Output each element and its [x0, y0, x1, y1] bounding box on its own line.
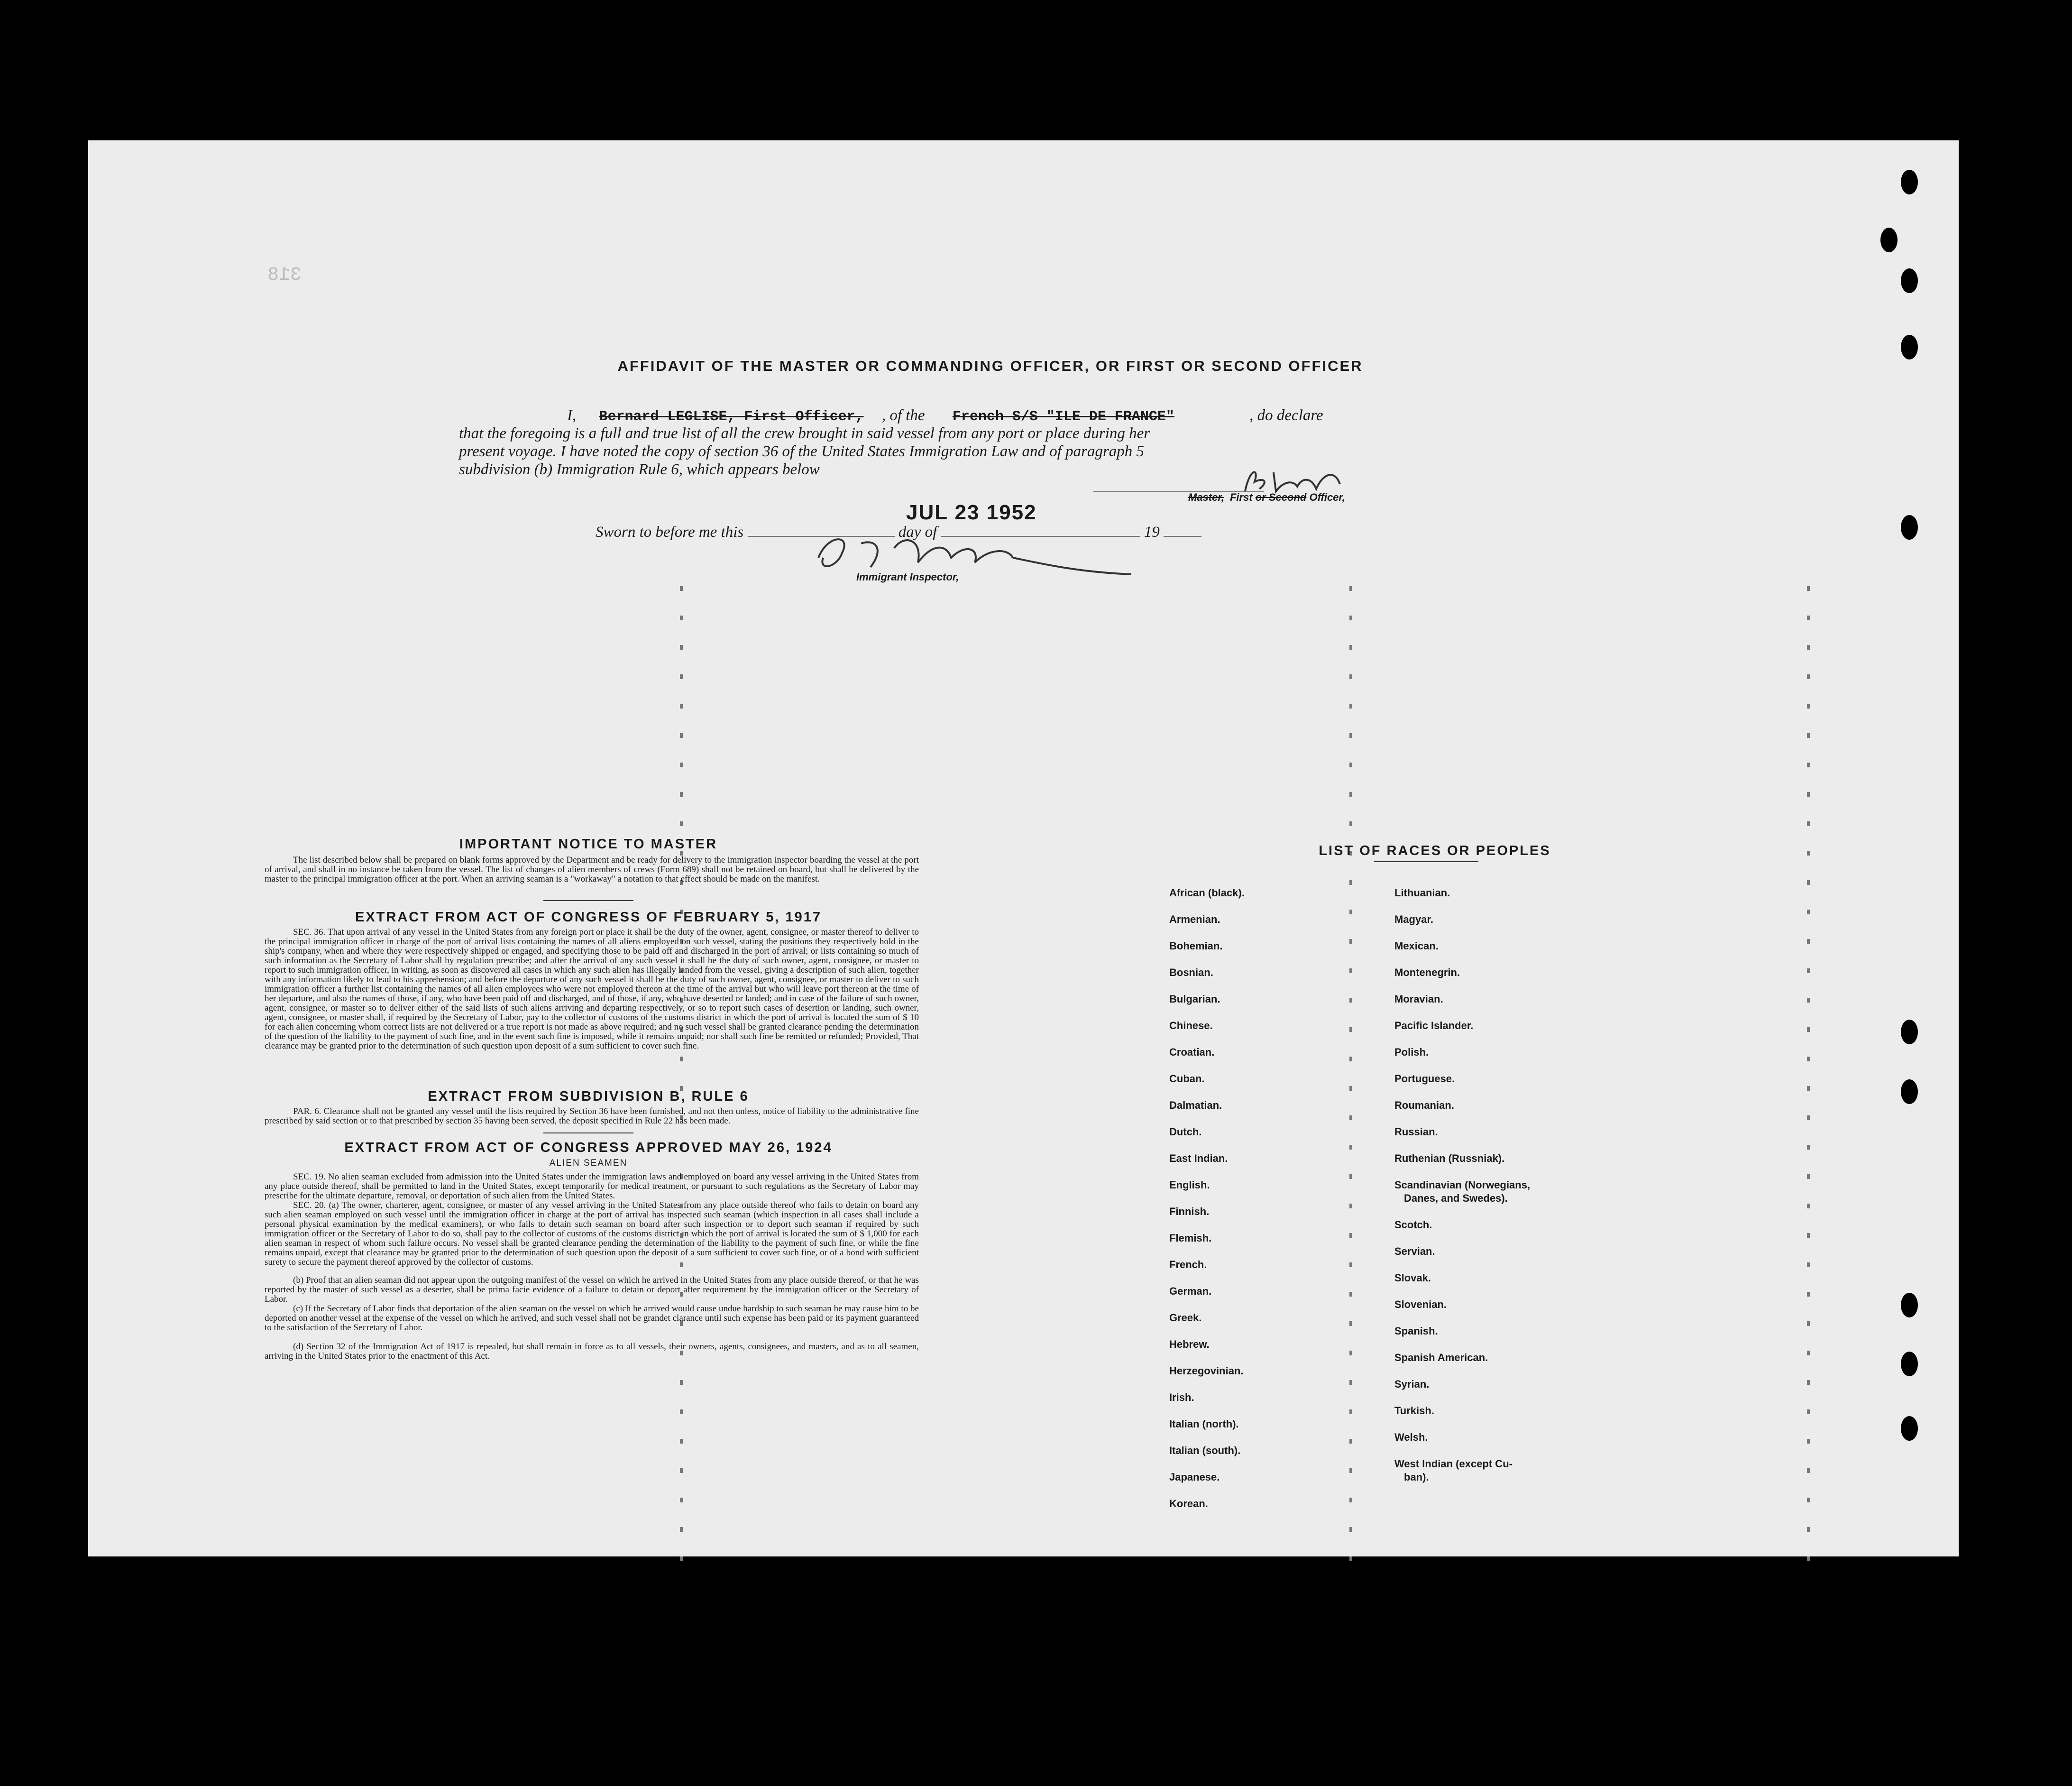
- sworn-label: Sworn to before me this: [596, 524, 744, 541]
- race-left: French.: [1169, 1259, 1207, 1270]
- of-the-label: , of the: [881, 407, 925, 424]
- race-left: English.: [1169, 1179, 1210, 1191]
- races-title: LIST OF RACES OR PEOPLES: [1319, 843, 1551, 858]
- race-right: Pacific Islander.: [1394, 1020, 1474, 1031]
- binder-hole: [1901, 1416, 1918, 1441]
- binder-hole: [1901, 1079, 1918, 1104]
- race-right: Scandinavian (Norwegians,: [1394, 1179, 1531, 1191]
- extract-1924-sec20c: (c) If the Secretary of Labor finds that deportation of the alien seaman on the vessel on which he arrived would cause undue hardship to such seaman he may cause him to be deported on another vessel at the expense of the vessel on which he arrived, and such vessel shall not be grandet clarance until such expense has been paid or its payment guaranteed to the satisfaction of the Secretary of Labor.: [265, 1304, 919, 1333]
- extract-1924-sec20d: (d) Section 32 of the Immigration Act of 1917 is repealed, but shall remain in force as to all vessels, their owners, agents, consignees, and masters, and as to all seamen, arriving in the United States prior to the enactment of this Act.: [265, 1342, 919, 1361]
- race-right: Lithuanian.: [1394, 887, 1450, 899]
- race-right: Ruthenian (Russniak).: [1394, 1152, 1505, 1164]
- race-right: Montenegrin.: [1394, 967, 1460, 978]
- officer-name: Bernard LEGLISE, First Officer,: [599, 409, 864, 425]
- race-left: Greek.: [1169, 1312, 1202, 1324]
- race-left: Dalmatian.: [1169, 1099, 1222, 1111]
- divider-races: [1374, 861, 1478, 862]
- race-right: Russian.: [1394, 1126, 1438, 1138]
- vessel-name: French S/S "ILE DE FRANCE": [952, 409, 1174, 425]
- race-right: Slovenian.: [1394, 1298, 1447, 1310]
- race-left: East Indian.: [1169, 1152, 1228, 1164]
- race-left: Croatian.: [1169, 1046, 1215, 1058]
- officer-signature: [1240, 463, 1373, 501]
- race-left: German.: [1169, 1285, 1212, 1297]
- race-left: Flemish.: [1169, 1232, 1212, 1244]
- race-left: Bohemian.: [1169, 940, 1223, 952]
- divider-2: [543, 1132, 633, 1133]
- extract-1917-title: EXTRACT FROM ACT OF CONGRESS OF FEBRUARY 5, 1917: [355, 910, 822, 925]
- race-left: Italian (south).: [1169, 1445, 1241, 1456]
- race-right: West Indian (except Cu-: [1394, 1458, 1513, 1470]
- subdivision-title: EXTRACT FROM SUBDIVISION B, RULE 6: [428, 1089, 749, 1104]
- extract-1924-subtitle: ALIEN SEAMEN: [549, 1158, 628, 1168]
- race-left: Armenian.: [1169, 913, 1220, 925]
- race-right: Polish.: [1394, 1046, 1429, 1058]
- race-left: Japanese.: [1169, 1471, 1220, 1483]
- race-left: Hebrew.: [1169, 1338, 1210, 1350]
- extract-1924-title: EXTRACT FROM ACT OF CONGRESS APPROVED MAY 26, 1924: [344, 1140, 833, 1155]
- race-left: Bosnian.: [1169, 967, 1213, 978]
- binder-hole: [1901, 335, 1918, 359]
- day-of-label: day of: [898, 524, 937, 541]
- year-prefix: 19: [1144, 524, 1160, 541]
- extract-1924-sec19: SEC. 19. No alien seaman excluded from admission into the United States under the immigration laws and employed on board any vessel arriving in the United States from any place outside thereof, shall be permitted to land in the United States, except temporarily for medical treatment, or pursuant to such regulations as the Secretary of Labor may prescribe for the ultimate departure, removal, or deportation of such alien from the United States.: [265, 1172, 919, 1201]
- first-label: First: [1229, 491, 1253, 503]
- master-label: Master,: [1188, 491, 1224, 503]
- race-right: Spanish.: [1394, 1325, 1438, 1337]
- binder-hole: [1880, 228, 1898, 252]
- race-right: Scotch.: [1394, 1219, 1432, 1231]
- race-left: Finnish.: [1169, 1206, 1210, 1217]
- race-right: Mexican.: [1394, 940, 1439, 952]
- race-left: Bulgarian.: [1169, 993, 1220, 1005]
- extract-1924-sec20b: (b) Proof that an alien seaman did not appear upon the outgoing manifest of the vessel on which he arrived in the United States from any place outside thereof, or that he was reported by the master of such vessel as a deserter, shall be prima facie evidence of a failure to detain or deport after requirement by the immigration officer or the Secretary of Labor.: [265, 1275, 919, 1304]
- race-right: Roumanian.: [1394, 1099, 1454, 1111]
- race-left: Chinese.: [1169, 1020, 1213, 1031]
- race-right: Spanish American.: [1394, 1352, 1488, 1363]
- ditto-column-2: [1349, 586, 1354, 1586]
- do-declare-label: , do declare: [1249, 407, 1323, 424]
- affidavit-line-1: [567, 407, 1323, 425]
- date-stamp: JUL 23 1952: [906, 501, 1037, 524]
- inspector-label: Immigrant Inspector,: [856, 571, 959, 583]
- race-left: African (black).: [1169, 887, 1245, 899]
- second-label-struck: or Second: [1255, 491, 1307, 503]
- binder-hole: [1901, 1352, 1918, 1376]
- race-left: Dutch.: [1169, 1126, 1202, 1138]
- ditto-column-3: [1807, 586, 1812, 1586]
- race-right: Moravian.: [1394, 993, 1443, 1005]
- notice-text: The list described below shall be prepared on blank forms approved by the Department and be ready for delivery to the immigration inspector boarding the vessel at the port of arrival, and shall in no instance be taken from the vessel. The list of changes of alien members of crews (Form 689) shall not be retained on board, but shall be delivered by the master to the principal immigration officer at the port. When an arriving seaman is a "workaway" a notation to that effect should be made on the manifest.: [265, 855, 919, 884]
- binder-hole: [1901, 268, 1918, 293]
- extract-1924-sec20a: SEC. 20. (a) The owner, charterer, agent, consignee, or master of any vessel arriving in the United States from any place outside thereof who fails to detain on board any such alien seaman employed on such vessel until the immigration officer in charge at the port of arrival has inspected such seaman (which inspection in all cases shall include a personal physical examination by the medical examiners), or who fails to detain such seaman on board after such inspection or to deport such seaman if required by such immigration officer or the Secretary of Labor to do so, shall pay to the collector of customs of the customs district in which the port of arrival is located the sum of $ 1,000 for each alien seaman in respect of whom such failure occurs. No vessel shall be granted clearance pending the determination of the liability to the payment of such fine, or while the fine remains unpaid, except that clearance may be granted prior to the determination of such question upon the deposit of a sum sufficient to cover such fine, or of a bond with sufficient surety to secure the payment thereof approved by the collector of customs.: [265, 1200, 919, 1267]
- race-right: ban).: [1404, 1471, 1429, 1483]
- race-right: Servian.: [1394, 1245, 1435, 1257]
- document-page: [88, 140, 1959, 1556]
- extract-1917-text: SEC. 36. That upon arrival of any vessel in the United States from any foreign port or place it shall be the duty of the owner, agent, consignee, or master thereof to deliver to the principal immigration officer in charge of the port of arrival lists containing the names of all aliens employed on such vessel, stating the positions they respectively hold in the ship's company, when and where they were respectively shipped or engaged, and specifying those to be paid off and discharged in the port of arrival; or lists containing so much of such information as the Secretary of Labor shall by regulation prescribe; and after the arrival of any such vessel it shall be the duty of such owner, agent, consignee, or master to report to such immigration officer, in writing, as soon as discovered all cases in which any such alien has illegally landed from the vessel, giving a description of such alien, together with any information likely to lead to his apprehension; and before the departure of any such vessel it shall be the duty of such owner, agent, consignee, or master to deliver to such immigration officer a further list containing the names of all alien employees who were not employed thereon at the time of the arrival but who will leave port thereon at the time of her departure, and also the names of those, if any, who have been paid off and discharged, and of those, if any, who have deserted or landed; and in case of the failure of such owner, agent, consignee, or master so to deliver either of the said lists of such aliens arriving and departing respectively, or so to report such cases of desertion or landing, such owner, agent, consignee, or master shall, if required by the Secretary of Labor, pay to the collector of customs of the customs district in which the port of arrival is located the sum of $ 10 for each alien concerning whom correct lists are not delivered or a true report is not made as above required; and no such vessel shall be granted clearance pending the determination of the question of the liability to the payment of such fine, and in the event such fine is imposed, while it remains unpaid; nor shall such fine be remitted or refunded; Provided, That clearance may be granted prior to the determination of such question upon deposit of a sum sufficient to cover such fine.: [265, 927, 919, 1051]
- race-right: Portuguese.: [1394, 1073, 1455, 1085]
- race-right: Welsh.: [1394, 1431, 1428, 1443]
- race-right: Danes, and Swedes).: [1404, 1192, 1508, 1204]
- i-label: I,: [567, 407, 577, 424]
- binder-hole: [1901, 1293, 1918, 1317]
- affidavit-title: AFFIDAVIT OF THE MASTER OR COMMANDING OFFICER, OR FIRST OR SECOND OFFICER: [617, 358, 1363, 374]
- binder-hole: [1901, 515, 1918, 540]
- ditto-column-1: [680, 586, 685, 1586]
- notice-title: IMPORTANT NOTICE TO MASTER: [459, 837, 718, 852]
- race-left: Irish.: [1169, 1391, 1194, 1403]
- race-left: Korean.: [1169, 1498, 1208, 1510]
- divider-1: [543, 900, 633, 901]
- race-right: Syrian.: [1394, 1378, 1430, 1390]
- affidavit-line-4: subdivision (b) Immigration Rule 6, which appears below: [459, 461, 820, 478]
- binder-hole: [1901, 1020, 1918, 1044]
- race-left: Italian (north).: [1169, 1418, 1239, 1430]
- affidavit-line-2: that the foregoing is a full and true list of all the crew brought in said vessel from any port or place during her: [459, 425, 1150, 442]
- page-number-bleed: 318: [267, 265, 302, 286]
- race-left: Cuban.: [1169, 1073, 1205, 1085]
- race-left: Herzegovinian.: [1169, 1365, 1244, 1377]
- race-right: Slovak.: [1394, 1272, 1431, 1284]
- race-right: Turkish.: [1394, 1405, 1434, 1417]
- affidavit-line-3: present voyage. I have noted the copy of section 36 of the United States Immigration Law and of paragraph 5: [459, 443, 1145, 460]
- officer-label: Officer,: [1309, 491, 1345, 503]
- subdivision-text: PAR. 6. Clearance shall not be granted any vessel until the lists required by Section 36 have been furnished, and not then unless, notice of liability to the administrative fine prescribed by said section or to that prescribed by section 35 having been served, the deposit specified in Rule 22 has been made.: [265, 1106, 919, 1126]
- race-right: Magyar.: [1394, 913, 1433, 925]
- binder-hole: [1901, 170, 1918, 194]
